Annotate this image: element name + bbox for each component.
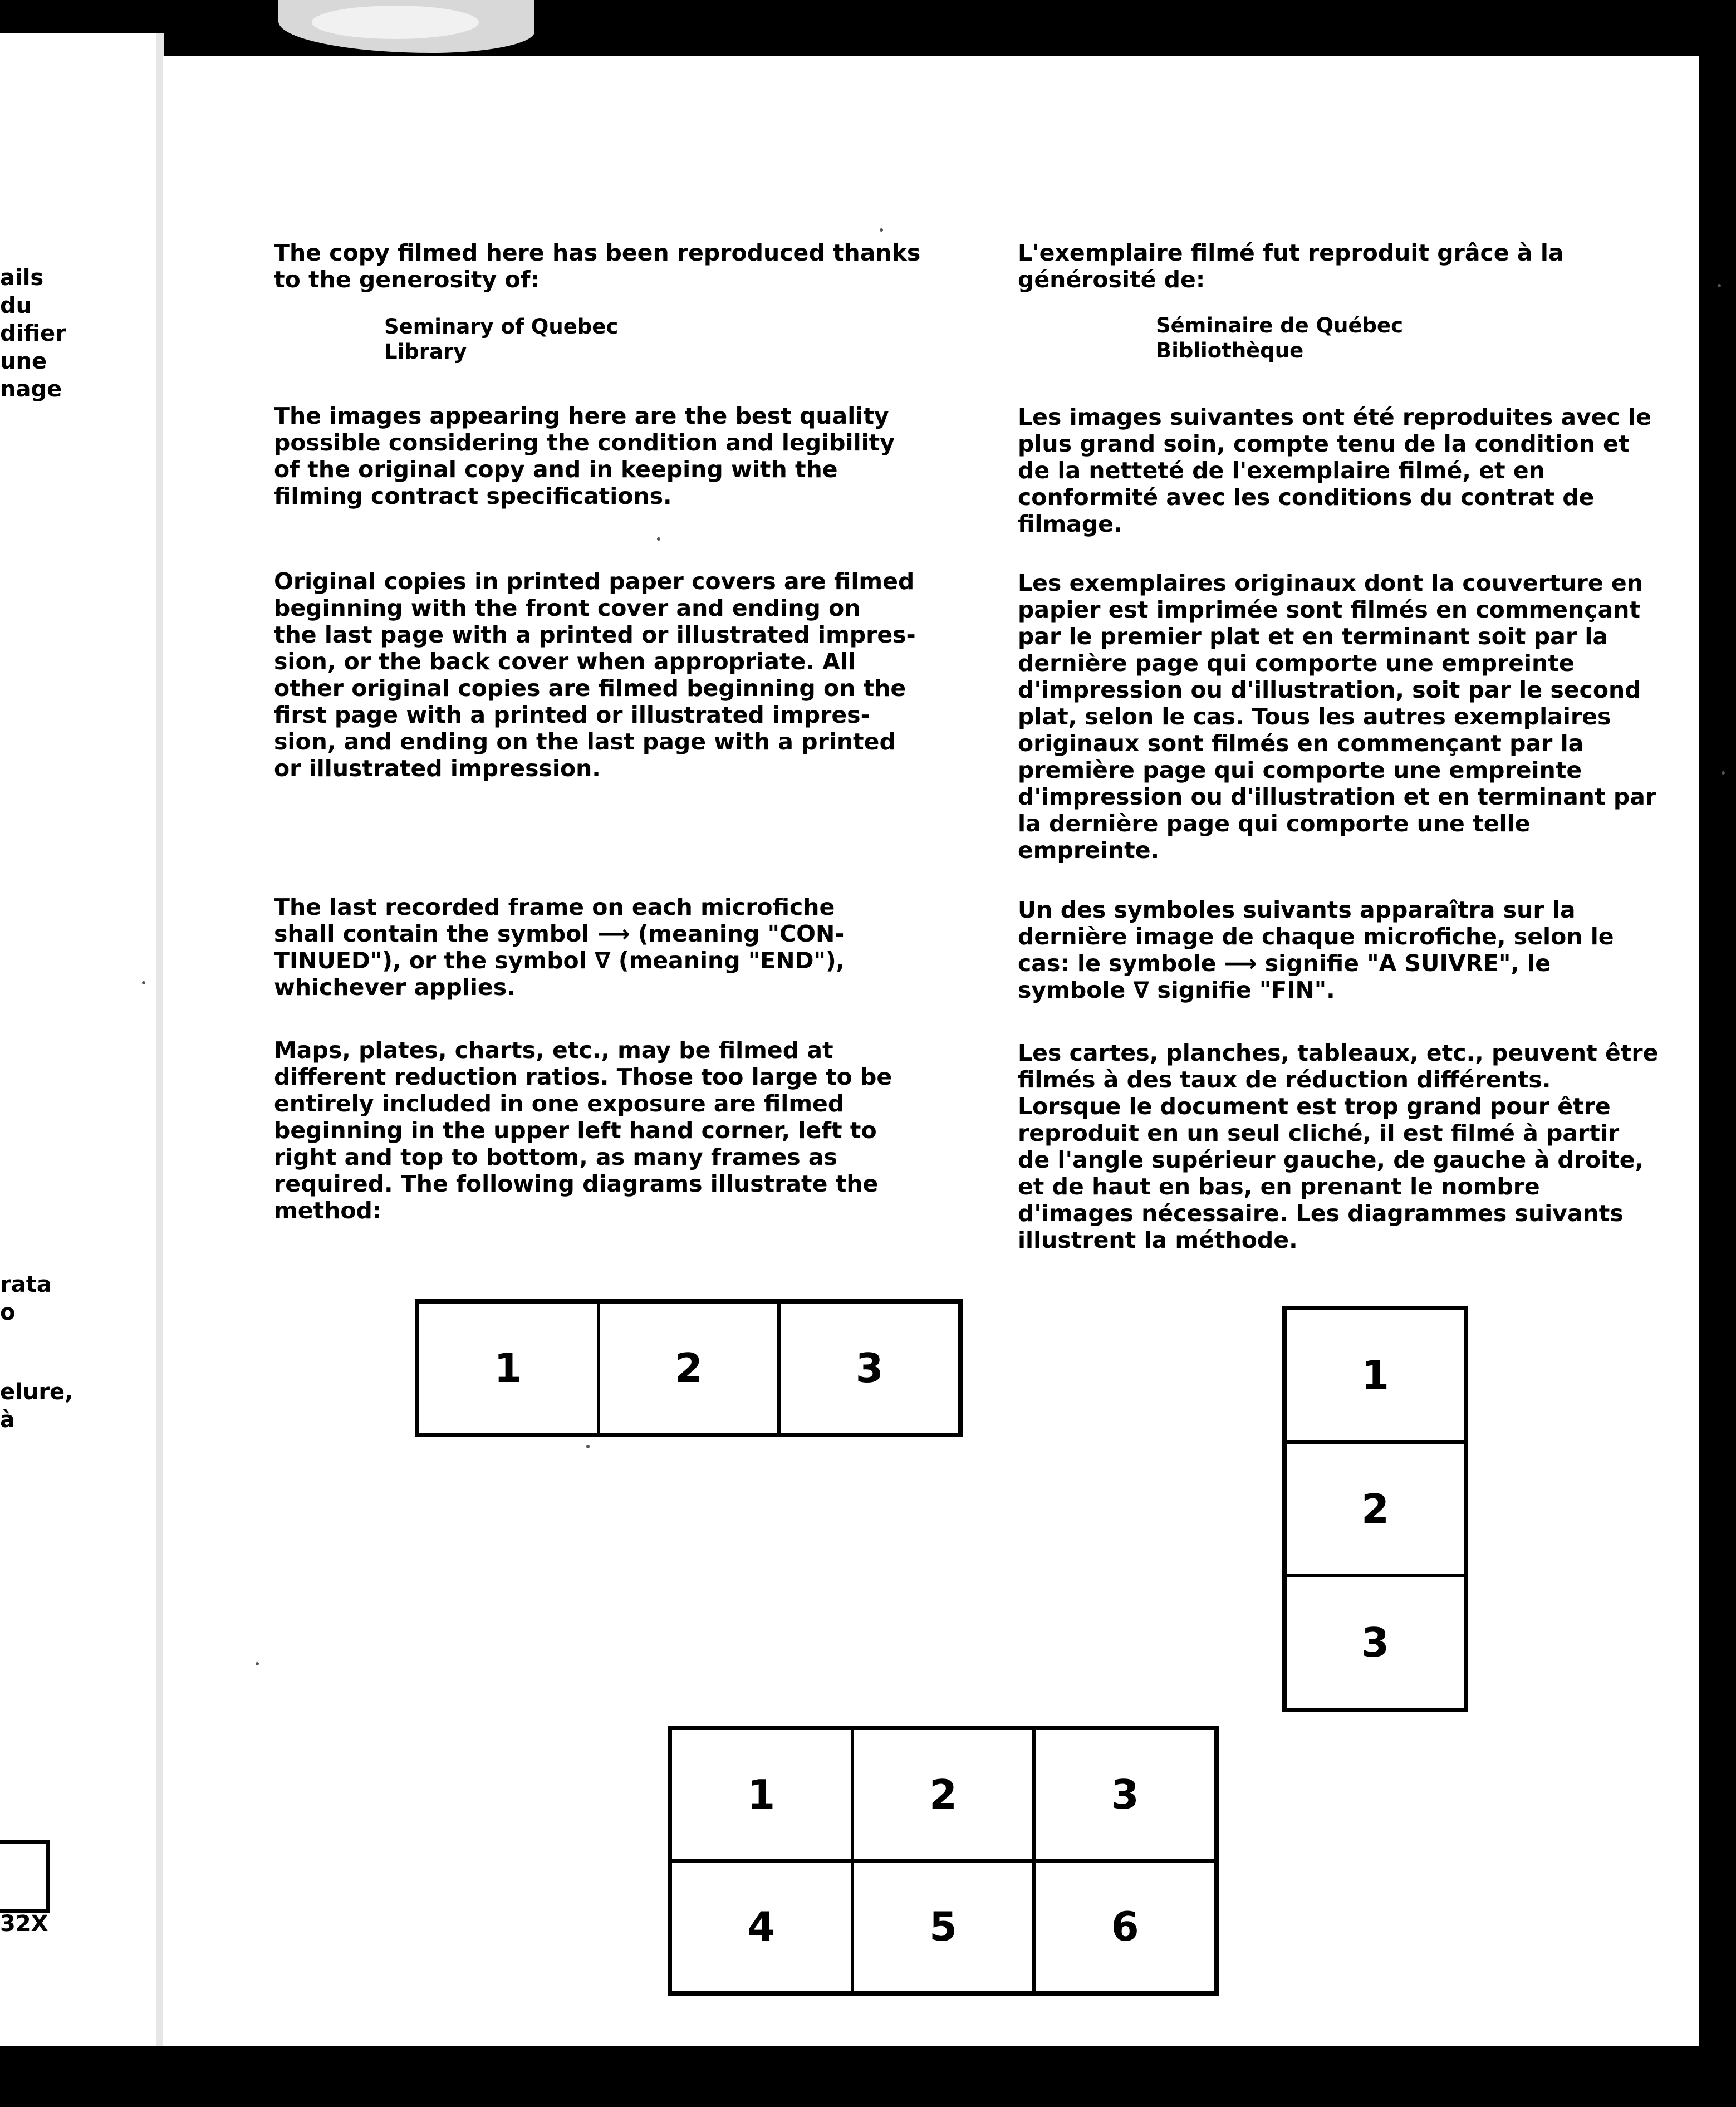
left-fragment-middle: rata o <box>0 1272 52 1325</box>
french-covers-note: Les exemplaires originaux dont la couverture en papier est imprimée sont filmés en commençant par le premier plat et en terminant soit par la dernière page qui comporte une empreinte d'impression ou d'illustration, soit par le second plat, selon le cas. Tous les autres exemplaires originaux sont filmés en commençant par la première page qui comporte une empreinte d'impression ou d'illustration et en terminant par la dernière page qui comporte une telle empreinte. <box>1018 570 1657 864</box>
diagram-cell: 2 <box>1285 1442 1465 1576</box>
diagram-cell: 3 <box>779 1302 960 1434</box>
french-institution: Séminaire de Québec Bibliothèque <box>1156 313 1404 362</box>
french-maps-note: Les cartes, planches, tableaux, etc., peuvent être filmés à des taux de réduction différents. Lorsque le document est trop grand pour être reproduit en un seul cliché, il est filmé à partir de l'angle supérieur gauche, de gauche à droite, et de haut en bas, en prenant le nombre d'images nécessaire. Les diagrammes suivants illustrent la méthode. <box>1018 1040 1659 1253</box>
dust-speck <box>1722 771 1725 775</box>
reduction-box <box>0 1840 50 1913</box>
dust-speck <box>142 981 145 984</box>
diagram-cell: 1 <box>418 1302 599 1434</box>
diagram-cell: 3 <box>1034 1728 1216 1861</box>
diagram-cell: 4 <box>670 1861 852 1993</box>
english-institution: Seminary of Quebec Library <box>384 315 619 364</box>
dust-speck <box>586 1445 590 1448</box>
reduction-label: 32X <box>0 1911 48 1937</box>
french-quality-note: Les images suivantes ont été reproduites avec le plus grand soin, compte tenu de la condition et de la netteté de l'exemplaire filmé, et en conformité avec les conditions du contrat de filmage. <box>1018 404 1651 537</box>
french-symbols-note: Un des symboles suivants apparaîtra sur la dernière image de chaque microfiche, selon le cas: le symbole ⟶ signifie "A SUIVRE", le symbole ∇ signifie "FIN". <box>1018 896 1614 1003</box>
left-fragment-top: ails du difier une nage <box>0 265 66 402</box>
dust-speck <box>256 1662 259 1665</box>
dust-speck <box>880 228 883 232</box>
diagram-grid <box>668 1726 1219 1996</box>
diagram-vertical <box>1282 1306 1468 1712</box>
diagram-cell: 3 <box>1285 1576 1465 1709</box>
dust-speck <box>1718 284 1721 287</box>
english-symbols-note: The last recorded frame on each microfiche shall contain the symbol ⟶ (meaning "CON- TINUED"), or the symbol ∇ (meaning "END"), whichever applies. <box>274 894 845 1001</box>
dust-speck <box>657 537 660 541</box>
french-acknowledgement: L'exemplaire filmé fut reproduit grâce à la générosité de: <box>1018 239 1564 293</box>
diagram-cell: 5 <box>852 1861 1034 1993</box>
diagram-cell: 6 <box>1034 1861 1216 1993</box>
diagram-cell: 1 <box>1285 1309 1465 1442</box>
diagram-cell: 2 <box>599 1302 779 1434</box>
left-fragment-lower: elure, à <box>0 1379 73 1433</box>
english-maps-note: Maps, plates, charts, etc., may be filmed at different reduction ratios. Those too large to be entirely included in one exposure are filmed beginning in the upper left hand corner, left to right and top to bottom, as many frames as required. The following diagrams illustrate the method: <box>274 1037 892 1224</box>
english-covers-note: Original copies in printed paper covers are filmed beginning with the front cover and ending on the last page with a printed or illustrated impres- sion, or the back cover when appropriate. All other original copies are filmed beginning on the first page with a printed or illustrated impres- sion, and ending on the last page with a printed or illustrated impression. <box>274 568 916 782</box>
english-acknowledgement: The copy filmed here has been reproduced thanks to the generosity of: <box>274 239 921 293</box>
diagram-cell: 1 <box>670 1728 852 1861</box>
diagram-horizontal <box>415 1299 963 1437</box>
torn-edge-highlight <box>312 6 479 39</box>
diagram-cell: 2 <box>852 1728 1034 1861</box>
english-quality-note: The images appearing here are the best quality possible considering the condition and legibility of the original copy and in keeping with the filming contract specifications. <box>274 403 895 509</box>
